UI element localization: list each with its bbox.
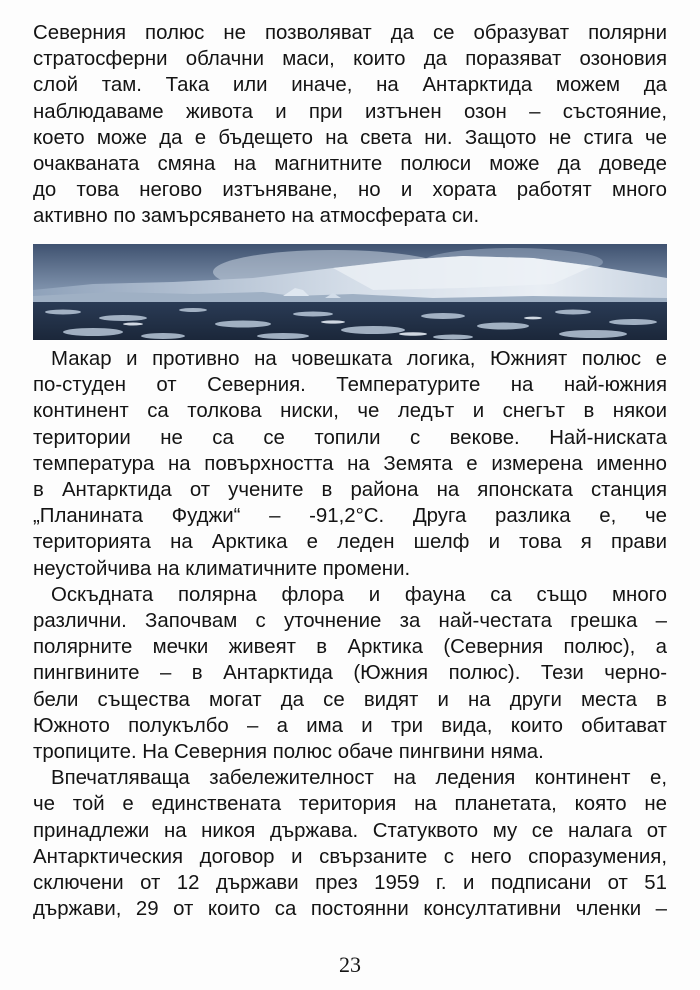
text-line: държави, 29 от които са постоянни консултативни членки –: [33, 898, 667, 921]
text-line: пингвините – в Антарктида (Южния полюс). Тези черно-: [33, 662, 667, 685]
text-line: стратосферни облачни маси, които да поразяват озоновия: [33, 48, 667, 71]
text-line: Антарктическия договор и свързаните с него споразумения,: [33, 845, 667, 868]
text-line: слой там. Така или иначе, на Антарктида можем да: [33, 74, 667, 97]
text-line: континент са толкова ниски, че ледът и снегът в някои: [33, 400, 667, 423]
text-line: Южното полукълбо – а има и три вида, които обитават: [33, 714, 667, 737]
body-paragraphs: [33, 346, 667, 922]
text-line: по-студен от Северния. Температурите на най-южния: [33, 374, 667, 397]
top-paragraph: [33, 20, 667, 230]
text-line: територията на Арктика е леден шелф и това я прави: [33, 531, 667, 554]
text-line: Впечатляваща забележителност на ледения континент е,: [51, 767, 667, 790]
text-line: тропиците. На Северния полюс обаче пингвини няма.: [33, 741, 544, 764]
text-line: неустойчива на климатичните промени.: [33, 557, 411, 580]
text-line: че той е единствената територия на планетата, която не: [33, 793, 667, 816]
text-line: температура на повърхността на Земята е измерена именно: [33, 452, 667, 475]
text-line: активно по замърсяването на атмосферата си.: [33, 205, 480, 228]
text-line: територии не са се топили с векове. Най-ниската: [33, 426, 667, 449]
antarctic-landscape-photo: [33, 244, 667, 340]
text-line: бели същества могат да се видят и на други места в: [33, 688, 667, 711]
text-line: „Планината Фуджи“ – -91,2°С. Друга разлика е, че: [33, 505, 667, 528]
text-line: очакваната смяна на магнитните полюси може да доведе: [33, 153, 667, 176]
text-line: в Антарктида от учените в района на японската станция: [33, 479, 667, 502]
text-line: Макар и противно на човешката логика, Южният полюс е: [51, 348, 667, 370]
text-line: което може да е бъдещето на света ни. Защото не стига че: [33, 126, 667, 149]
text-line: сключени от 12 държави през 1959 г. и подписани от 51: [33, 872, 667, 895]
text-line: Северния полюс не позволяват да се образуват полярни: [33, 22, 667, 44]
text-line: наблюдаваме живота и при изтънен озон – състояние,: [33, 100, 667, 123]
page-number: 23: [339, 952, 361, 977]
text-line: до това негово изтъняване, но и хората работят много: [33, 179, 667, 202]
text-line: различни. Започвам с уточнение за най-честата грешка –: [33, 610, 667, 633]
text-line: полярните мечки живеят в Арктика (Северния полюс), а: [33, 636, 667, 659]
text-line: Оскъдната полярна флора и фауна са също много: [51, 583, 667, 606]
text-line: принадлежи на никоя държава. Статуквото му се налага от: [33, 819, 667, 842]
